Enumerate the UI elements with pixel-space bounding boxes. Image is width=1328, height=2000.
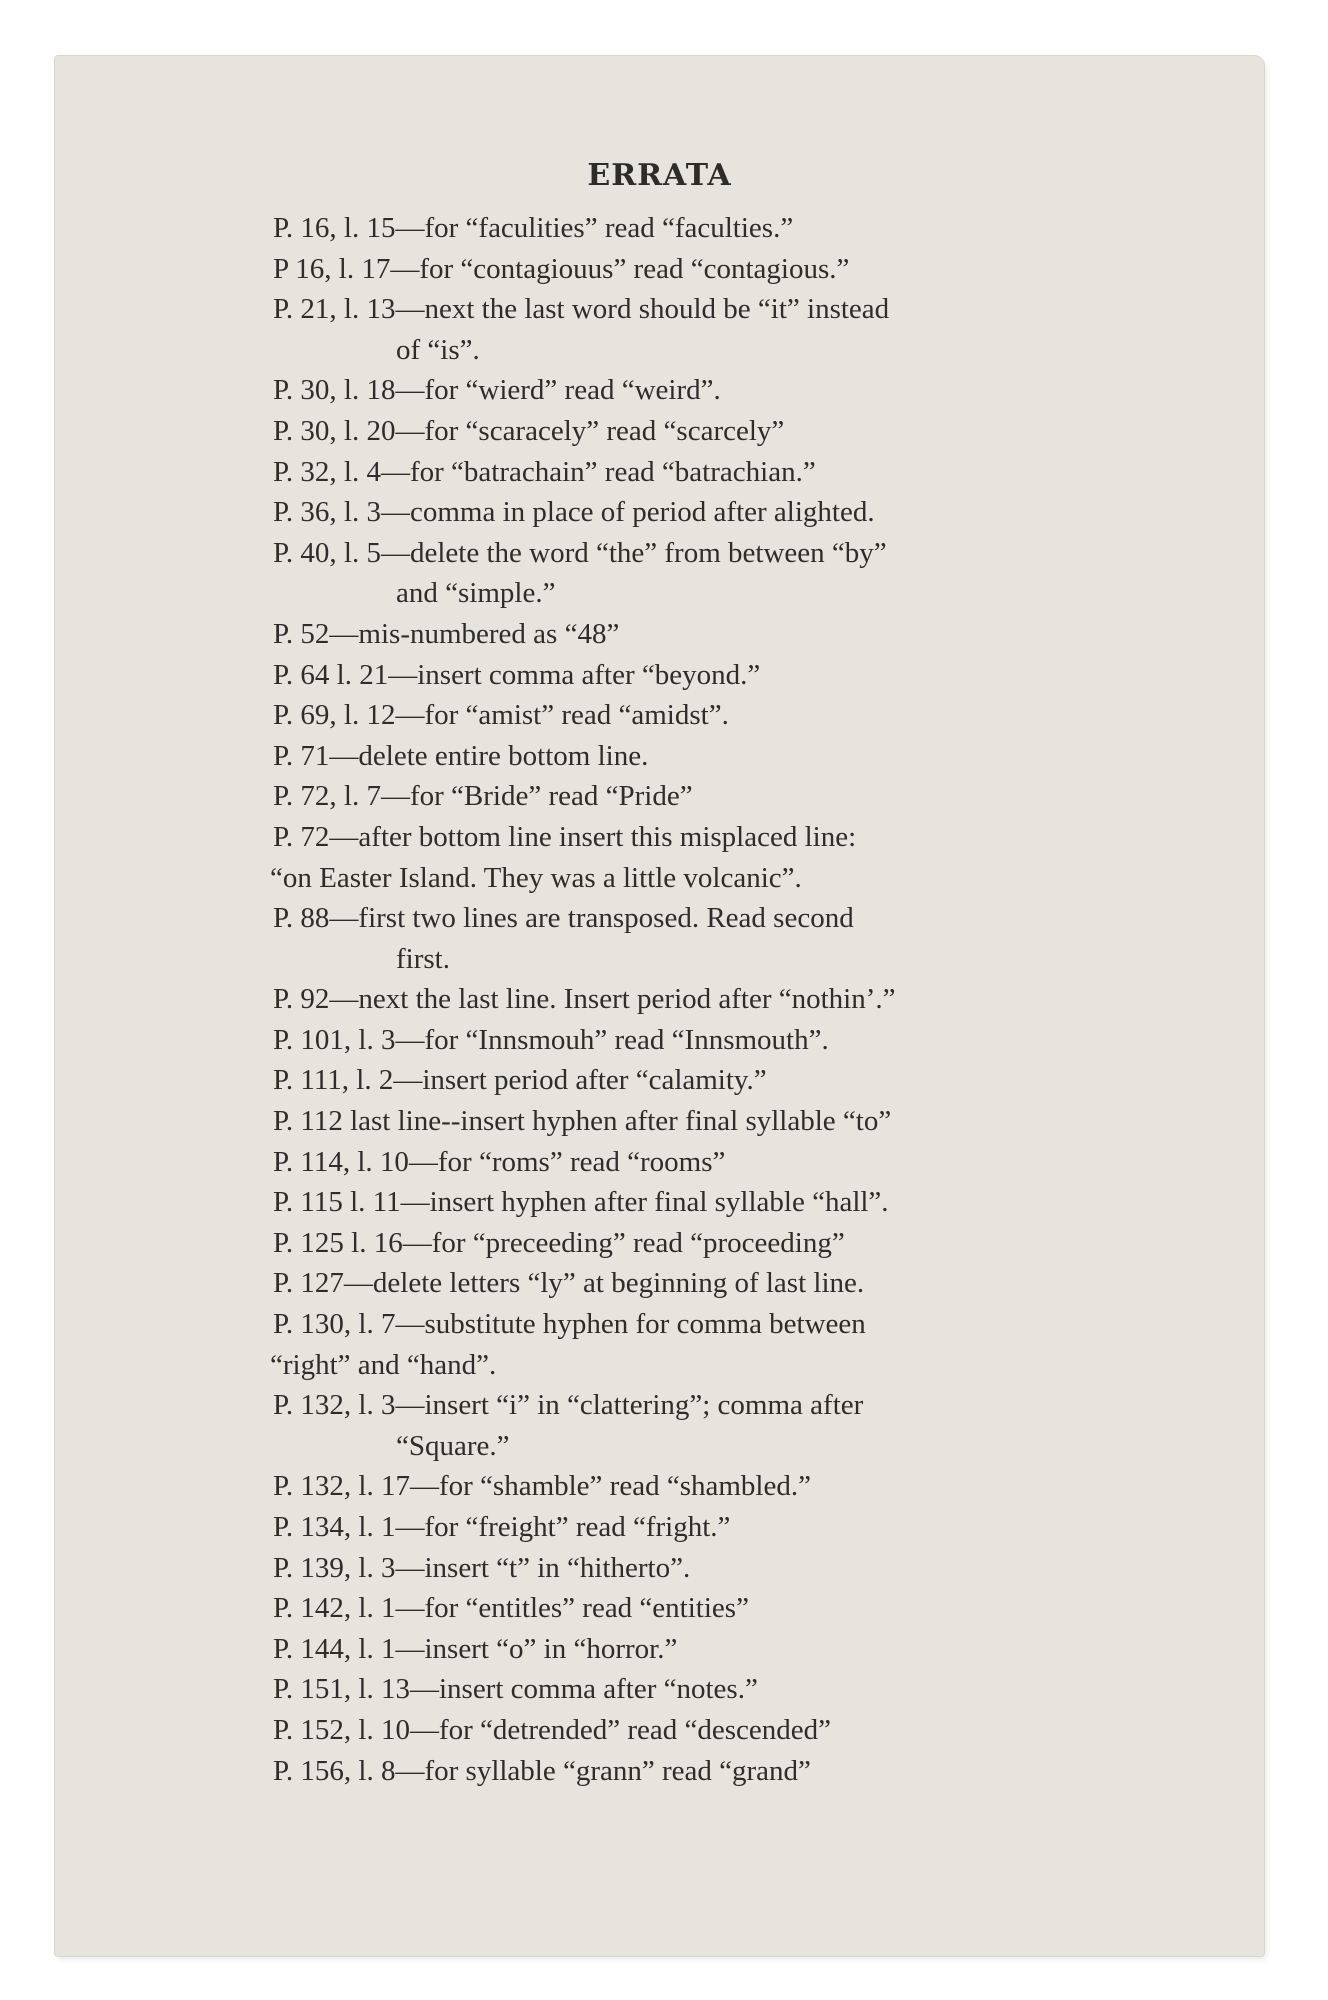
errata-line: P. 69, l. 12—for “amist” read “amidst”. — [273, 699, 729, 732]
errata-continuation-line: first. — [396, 942, 450, 975]
errata-line: P 16, l. 17—for “contagiouus” read “contagious.” — [273, 252, 850, 285]
errata-line: P. 40, l. 5—delete the word “the” from between “by” — [273, 536, 887, 569]
errata-line: P. 134, l. 1—for “freight” read “fright.” — [273, 1511, 731, 1543]
errata-continuation-line: “Square.” — [396, 1429, 510, 1462]
errata-entry — [273, 1710, 1103, 1751]
errata-line: P. 156, l. 8—for syllable “grann” read “grand” — [273, 1754, 811, 1787]
errata-line: P. 132, l. 17—for “shamble” read “shambled.” — [273, 1470, 811, 1503]
errata-entry — [273, 979, 1103, 1020]
errata-line: P. 127—delete letters “ly” at beginning of last line. — [273, 1267, 865, 1300]
errata-entry — [270, 1304, 1103, 1385]
errata-entry — [273, 1060, 1103, 1101]
errata-line: P. 152, l. 10—for “detrended” read “descended” — [273, 1713, 832, 1746]
errata-continuation-line: and “simple.” — [396, 577, 556, 610]
errata-line: P. 72—after bottom line insert this misplaced line: — [273, 820, 857, 853]
errata-entry — [273, 898, 1103, 979]
errata-continuation-line: of “is”. — [396, 333, 480, 366]
errata-line: P. 30, l. 20—for “scaracely” read “scarcely” — [273, 414, 785, 447]
errata-line: P. 115 l. 11—insert hyphen after final syllable “hall”. — [273, 1186, 889, 1219]
errata-line: P. 130, l. 7—substitute hyphen for comma between — [273, 1308, 866, 1341]
errata-line: P. 101, l. 3—for “Innsmouh” read “Innsmouth”. — [273, 1023, 829, 1056]
errata-line: P. 36, l. 3—comma in place of period after alighted. — [273, 496, 875, 529]
errata-entry — [273, 1629, 1103, 1670]
errata-entry — [273, 1385, 1103, 1466]
errata-entry — [273, 289, 1103, 370]
errata-entry — [273, 695, 1103, 736]
errata-entry — [273, 411, 1103, 452]
errata-entry — [273, 492, 1103, 533]
errata-entry — [273, 1548, 1103, 1589]
errata-line: P. 30, l. 18—for “wierd” read “weird”. — [273, 374, 721, 407]
errata-sheet — [55, 56, 1264, 1956]
errata-line: P. 71—delete entire bottom line. — [273, 739, 649, 772]
errata-entry — [273, 614, 1103, 655]
errata-entry — [273, 1507, 1103, 1548]
errata-list — [270, 208, 1103, 1791]
errata-line: P. 151, l. 13—insert comma after “notes.” — [273, 1673, 758, 1706]
errata-line: P. 125 l. 16—for “preceeding” read “proceeding” — [273, 1226, 845, 1259]
errata-entry — [273, 1466, 1103, 1507]
errata-entry — [273, 1588, 1103, 1629]
errata-line: P. 16, l. 15—for “faculities” read “faculties.” — [273, 212, 794, 244]
errata-entry — [273, 1751, 1103, 1792]
errata-line: P. 52—mis-numbered as “48” — [273, 617, 620, 650]
errata-line: P. 92—next the last line. Insert period after “nothin’.” — [273, 983, 896, 1016]
errata-entry — [273, 249, 1103, 290]
errata-entry — [273, 1182, 1103, 1223]
errata-line: P. 88—first two lines are transposed. Read second — [273, 902, 854, 935]
errata-entry — [273, 776, 1103, 817]
errata-entry — [273, 655, 1103, 696]
errata-line: P. 112 last line--insert hyphen after final syllable “to” — [273, 1105, 892, 1138]
errata-entry — [273, 1263, 1103, 1304]
errata-entry — [273, 208, 1103, 249]
errata-entry — [273, 1020, 1103, 1061]
errata-entry — [273, 1101, 1103, 1142]
errata-entry — [273, 1669, 1103, 1710]
errata-line: P. 139, l. 3—insert “t” in “hitherto”. — [273, 1551, 691, 1584]
errata-entry — [270, 817, 1103, 898]
errata-line: P. 144, l. 1—insert “o” in “horror.” — [273, 1632, 678, 1665]
errata-heading: ERRATA — [587, 158, 732, 193]
errata-entry — [273, 1223, 1103, 1264]
errata-line: P. 114, l. 10—for “roms” read “rooms” — [273, 1145, 726, 1178]
errata-line: P. 142, l. 1—for “entitles” read “entities” — [273, 1592, 749, 1625]
errata-line: P. 21, l. 13—next the last word should be “it” instead — [273, 293, 890, 326]
errata-entry — [273, 736, 1103, 777]
errata-entry — [273, 370, 1103, 411]
errata-entry — [273, 533, 1103, 614]
errata-entry — [273, 1142, 1103, 1183]
errata-continuation-line: “on Easter Island. They was a little volcanic”. — [270, 861, 802, 894]
errata-line: P. 64 l. 21—insert comma after “beyond.” — [273, 658, 761, 691]
errata-continuation-line: “right” and “hand”. — [270, 1348, 497, 1381]
errata-entry — [273, 452, 1103, 493]
errata-line: P. 111, l. 2—insert period after “calamity.” — [273, 1064, 767, 1097]
errata-line: P. 32, l. 4—for “batrachain” read “batrachian.” — [273, 455, 816, 488]
errata-line: P. 132, l. 3—insert “i” in “clattering”; comma after — [273, 1389, 864, 1422]
errata-line: P. 72, l. 7—for “Bride” read “Pride” — [273, 780, 693, 813]
